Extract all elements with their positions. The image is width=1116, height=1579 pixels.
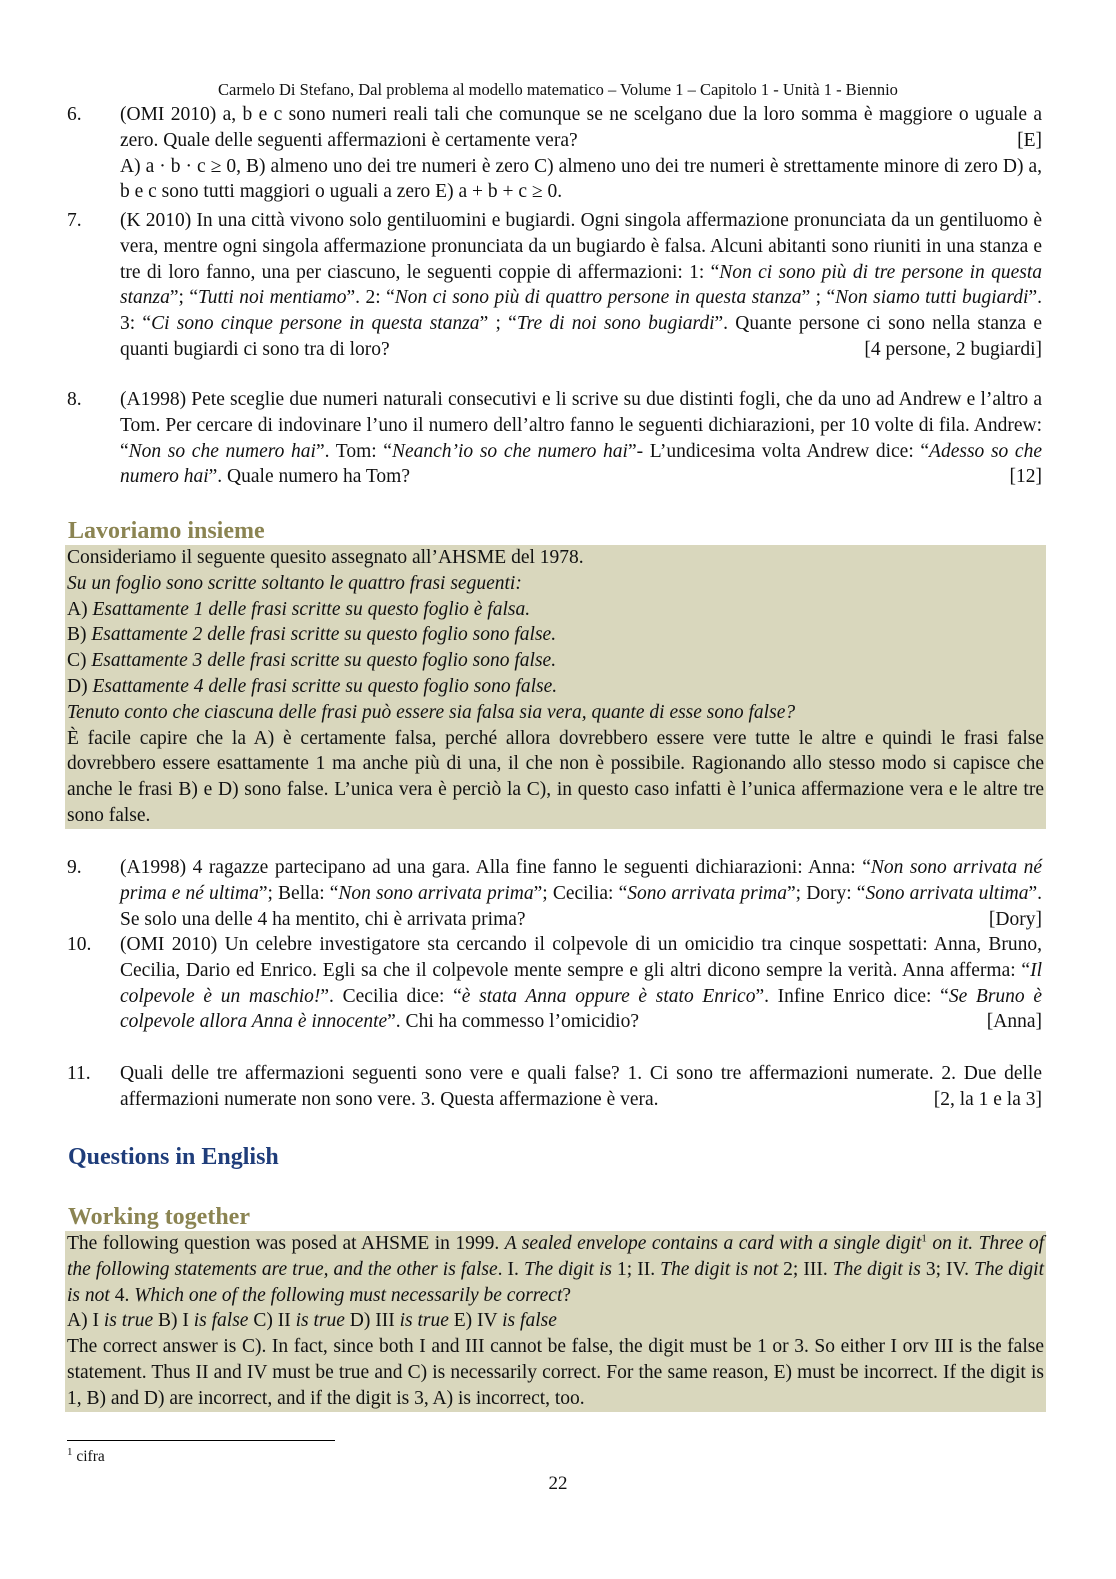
quote: Non ci sono più di tre persone in questa stanza [120, 261, 1043, 309]
problem-text: In una città vivono solo gentiluomini e bugiardi. Ogni singola affermazione pronunciata da un gentiluomo è vera, mentre ogni singola affermazione pronunciata da un bugiardo è falsa. Alcuni abitanti sono riuniti in una stanza e tre di loro fanno, una per ciascuno, le seguenti coppie di affermazioni: 1: “ [120, 210, 1043, 283]
statement-a: A) Esattamente 1 delle frasi scritte su questo foglio è falsa. [67, 598, 531, 620]
problem-6 [67, 102, 1042, 205]
quote: Adesso so che numero hai [120, 440, 1042, 488]
problem-source: (K 2010) [120, 210, 192, 231]
problem-answer: [4 persone, 2 bugiardi] [864, 338, 1042, 360]
problem-text: Un celebre investigatore sta cercando il colpevole di un omicidio tra cinque sospettati: Anna, Bruno, Cecilia, Dario ed Enrico. Egli sa che il colpevole mente sempre e gli altri dicono sempre la verità. Anna afferma: “ [120, 934, 1042, 981]
problem-number: 7. [67, 210, 82, 231]
quote: Ci sono cinque persone in questa stanza [151, 313, 480, 335]
problem-number: 6. [67, 104, 82, 125]
problem-text: 4 ragazze partecipano ad una gara. Alla fine fanno le seguenti dichiarazioni: Anna: “ [192, 857, 871, 878]
example-question: Tenuto conto che ciascuna delle frasi può essere sia falsa sia vera, quante di esse sono false? [67, 701, 796, 723]
quote: Non sono arrivata né prima e né ultima [120, 857, 1042, 904]
statement-c: C) Esattamente 3 delle frasi scritte su questo foglio sono false. [67, 650, 557, 672]
problem-9: 9. (A1998) 4 ragazze partecipano ad una gara. Alla fine fanno le seguenti dichiarazioni: Anna: “Non sono arrivata né prima e né ultima”; Bella: “Non sono arrivata prima”; Cecilia: “Sono arrivata prima”; Dory: “Sono arrivata ultima”. Se solo una delle 4 ha mentito, chi è arrivata prima? [Dory] [67, 855, 1042, 932]
running-header: Carmelo Di Stefano, Dal problema al modello matematico – Volume 1 – Capitolo 1 - Unità 1 - Biennio [218, 80, 898, 99]
footnote-text: cifra [72, 1448, 105, 1465]
quote: Sono arrivata ultima [865, 882, 1029, 904]
example-intro: Consideriamo il seguente quesito assegnato all’AHSME del 1978. [67, 547, 584, 568]
quote: Non ci sono più di quattro persone in questa stanza [394, 287, 802, 309]
problem-answer: [12] [1009, 466, 1042, 488]
problem-number: 9. [67, 857, 82, 878]
quote: Non siamo tutti bugiardi [835, 287, 1029, 309]
problem-number: 8. [67, 389, 82, 410]
working-solution: The correct answer is C). In fact, since both I and III cannot be false, the digit must be 1 or 3. So either I orv III is the false statement. Thus II and IV must be true and C) is necessarily correct. For the same reason, E) must be incorrect. If the digit is 1, B) and D) are incorrect, and if the digit is 3, A) is incorrect, too. [67, 1336, 1044, 1409]
quote: Tre di noi sono bugiardi [516, 313, 715, 335]
problem-source: (OMI 2010) [120, 934, 218, 955]
problem-answer: [2, la 1 e la 3] [933, 1088, 1042, 1110]
example-premise: Su un foglio sono scritte soltanto le quattro frasi seguenti: [67, 572, 522, 594]
quote: Sono arrivata prima [627, 882, 787, 904]
section-title-working: Working together [68, 1204, 250, 1230]
quote: Se Bruno è colpevole allora Anna è innocente [120, 985, 1042, 1033]
problem-options: A) a · b · c ≥ 0, B) almeno uno dei tre numeri è zero C) almeno uno dei tre numeri è strettamente minore di zero D) a, b e c sono tutti maggiori o uguali a zero E) a + b + c ≥ 0. [120, 155, 1042, 203]
section-title-lavoriamo: Lavoriamo insieme [68, 518, 265, 544]
quote: Non sono arrivata prima [338, 882, 534, 904]
page-number: 22 [548, 1473, 568, 1494]
problem-text: Quali delle tre affermazioni seguenti sono vere e quali false? 1. Ci sono tre affermazioni numerate. 2. Due delle affermazioni numerate non sono vere. 3. Questa affermazione è vera. [120, 1063, 1042, 1110]
problem-7: 7. (K 2010) In una città vivono solo gentiluomini e bugiardi. Ogni singola affermazione pronunciata da un gentiluomo è vera, mentre ogni singola affermazione pronunciata da un bugiardo è falsa. Alcuni abitanti sono riuniti in una stanza e tre di loro fanno, una per ciascuno, le seguenti coppie di affermazioni: 1: “Non ci sono più di tre persone in questa stanza”; “Tutti noi mentiamo”. 2: “Non ci sono più di quattro persone in questa stanza” ; “Non siamo tutti bugiardi”. 3: “Ci sono cinque persone in questa stanza” ; “Tre di noi sono bugiardi”. Quante persone ci sono nella stanza e quanti bugiardi ci sono tra di loro? [4 persone, 2 bugiardi] [67, 208, 1042, 363]
footnote-mark: 1 [921, 1232, 927, 1245]
problem-11 [67, 1061, 1042, 1113]
working-question: The following question was posed at AHSME in 1999. A sealed envelope contains a card with a single digit$^1$ on it. Three of the following statements are true, and the other is false. I. The digit is 1; II. The digit is not 2; III. The digit is 3; IV. The digit is not 4. Which one of the following must necessarily be correct? [67, 1232, 1045, 1306]
problem-text-end: ”. Se solo una delle 4 ha mentito, chi è arrivata prima? [120, 882, 1042, 930]
footnote [67, 1447, 105, 1467]
quote: Non so che numero hai [128, 440, 316, 462]
problem-answer: [E] [1017, 129, 1042, 151]
working-together-box [65, 1231, 1046, 1412]
statement-d: D) Esattamente 4 delle frasi scritte su questo foglio sono false. [67, 675, 558, 697]
problem-number: 10. [67, 934, 92, 955]
quote: Tutti noi mentiamo [198, 287, 347, 309]
problem-source: (A1998) [120, 857, 187, 878]
problem-number: 11. [67, 1063, 91, 1084]
problem-8: 8. (A1998) Pete sceglie due numeri naturali consecutivi e li scrive su due distinti fogli, che da uno ad Andrew e l’altro a Tom. Per cercare di indovinare l’uno il numero dell’altro fanno le seguenti dichiarazioni, per 10 volte di fila. Andrew: “Non so che numero hai”. Tom: “Neanch’io so che numero hai”- L’undicesima volta Andrew dice: “Adesso so che numero hai”. Quale numero ha Tom? [12] [67, 387, 1042, 490]
problem-source: (OMI 2010) [120, 104, 217, 125]
statement-b: B) Esattamente 2 delle frasi scritte su questo foglio sono false. [67, 624, 557, 646]
example-solution: È facile capire che la A) è certamente falsa, perché allora dovrebbero essere vere tutte le altre e quindi le frasi false dovrebbero essere esattamente 1 ma anche più di una, il che non è possibile. Ragionando allo stesso modo si capisce che anche le frasi B) e D) sono false. L’unica vera è perciò la C), in questo caso infatti è l’unica affermazione vera e le altre tre sono false. [67, 727, 1044, 826]
problem-text-end: ”. Quale numero ha Tom? [208, 466, 410, 488]
problem-text: a, b e c sono numeri reali tali che comunque se ne scelgano due la loro somma è maggiore o uguale a zero. Quale delle seguenti affermazioni è certamente vera? [120, 104, 1043, 151]
working-options: A) I is true B) I is false C) II is true D) III is true E) IV is false [67, 1310, 557, 1332]
section-title-english: Questions in English [68, 1144, 279, 1170]
problem-answer: [Dory] [988, 908, 1042, 930]
footnote-rule [67, 1440, 335, 1441]
problem-source: (A1998) [120, 389, 187, 410]
problem-text-end: ”. Quante persone ci sono nella stanza e quanti bugiardi ci sono tra di loro? [120, 313, 1042, 360]
problem-text-end: ”. Chi ha commesso l’omicidio? [387, 1011, 639, 1033]
problem-10: 10. (OMI 2010) Un celebre investigatore sta cercando il colpevole di un omicidio tra cinque sospettati: Anna, Bruno, Cecilia, Dario ed Enrico. Egli sa che il colpevole mente sempre e gli altri dicono sempre la verità. Anna afferma: “Il colpevole è un maschio!”. Cecilia dice: “è stata Anna oppure è stato Enrico”. Infine Enrico dice: “Se Bruno è colpevole allora Anna è innocente”. Chi ha commesso l’omicidio? [Anna] [67, 932, 1042, 1035]
problem-answer: [Anna] [986, 1011, 1042, 1033]
problem-text: Pete sceglie due numeri naturali consecutivi e li scrive su due distinti fogli, che da uno ad Andrew e l’altro a Tom. Per cercare di indovinare l’uno il numero dell’altro fanno le seguenti dichiarazioni, per 10 volte di fila. Andrew: “ [120, 389, 1042, 462]
footnote-number: 1 [67, 1445, 73, 1458]
quote: è stata Anna oppure è stato Enrico [461, 985, 756, 1007]
worked-example-box [65, 545, 1046, 829]
quote: Neanch’io so che numero hai [391, 440, 628, 462]
quote: Il colpevole è un maschio! [120, 959, 1042, 1007]
